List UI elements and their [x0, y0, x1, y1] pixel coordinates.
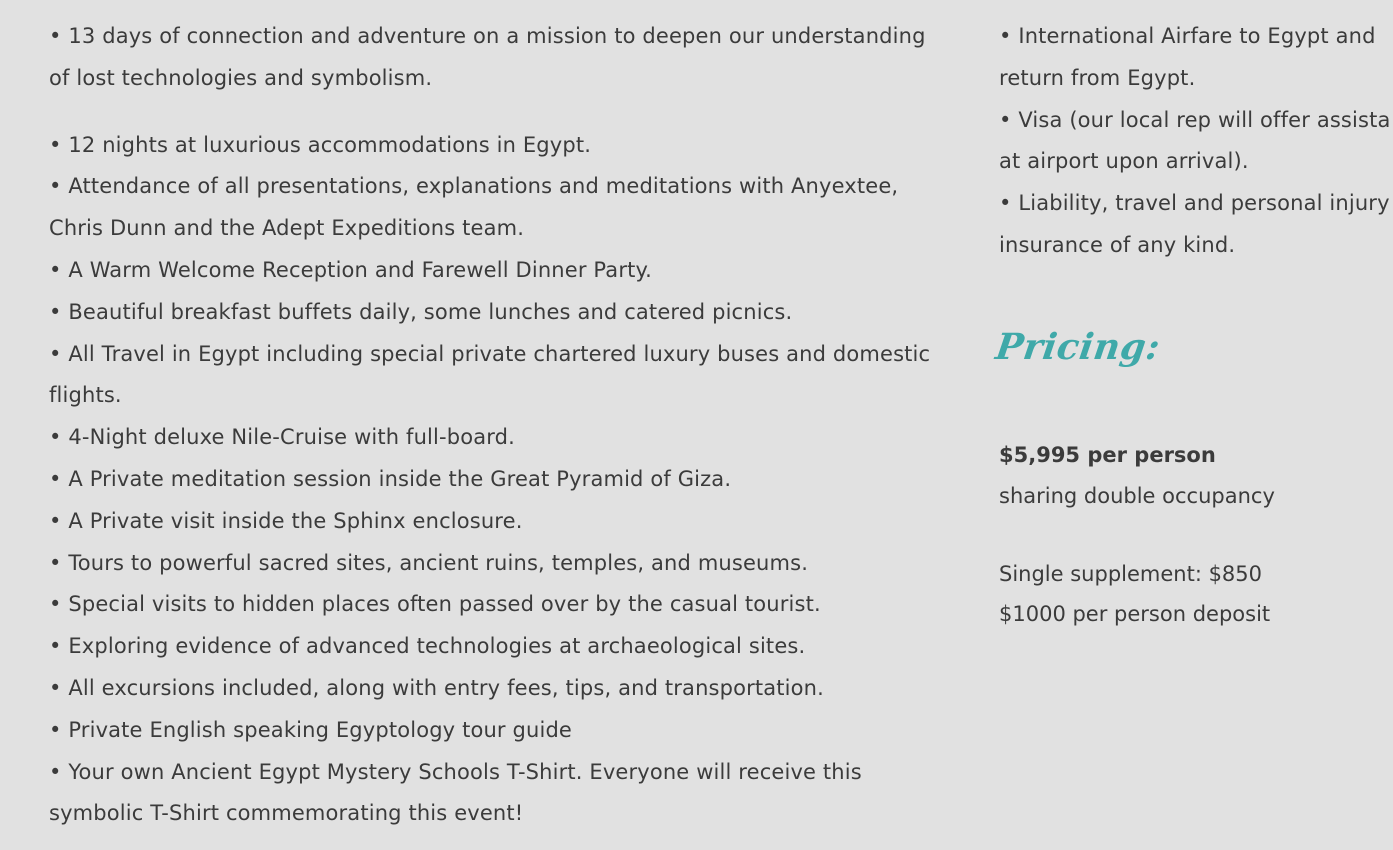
included-line: flights. — [49, 383, 122, 408]
single-supplement: Single supplement: $850 — [999, 562, 1263, 586]
included-line: • A Warm Welcome Reception and Farewell Dinner Party. — [49, 257, 652, 282]
not-included-line: • Visa (our local rep will offer assista — [999, 107, 1391, 132]
pricing-heading: Pricing: — [993, 326, 1163, 368]
included-line: • Special visits to hidden places often passed over by the casual tourist. — [49, 592, 821, 617]
not-included-line: at airport upon arrival). — [999, 149, 1249, 174]
included-line: • 13 days of connection and adventure on a mission to deepen our understanding — [49, 24, 926, 48]
occupancy-note: sharing double occupancy — [999, 484, 1275, 508]
included-line: Chris Dunn and the Adept Expeditions team. — [49, 216, 525, 241]
not-included-line: return from Egypt. — [999, 65, 1196, 90]
price-per-person: $5,995 per person — [999, 443, 1216, 467]
price-block — [999, 434, 1393, 516]
included-line: • Exploring evidence of advanced technologies at archaeological sites. — [49, 634, 806, 659]
included-line: of lost technologies and symbolism. — [49, 65, 433, 90]
included-line: • 12 nights at luxurious accommodations in Egypt. — [49, 132, 592, 157]
not-included-line: • Liability, travel and personal injury — [999, 191, 1390, 216]
supplement-block — [999, 554, 1393, 634]
included-line: • All Travel in Egypt including special private chartered luxury buses and domestic — [49, 341, 931, 366]
deposit: $1000 per person deposit — [999, 602, 1271, 626]
not-included-list — [999, 16, 1393, 267]
included-line: • Private English speaking Egyptology tour guide — [49, 717, 573, 742]
not-included-line: insurance of any kind. — [999, 232, 1236, 257]
included-line: • 4-Night deluxe Nile-Cruise with full-board. — [49, 425, 515, 450]
included-line: • Beautiful breakfast buffets daily, some lunches and catered picnics. — [49, 299, 793, 324]
included-line: symbolic T-Shirt commemorating this event! — [49, 801, 524, 826]
included-line: • All excursions included, along with entry fees, tips, and transportation. — [49, 675, 824, 700]
included-line: • Attendance of all presentations, explanations and meditations with Anyextee, — [49, 174, 899, 199]
included-list — [49, 16, 969, 835]
included-line: • Tours to powerful sacred sites, ancient ruins, temples, and museums. — [49, 550, 809, 575]
not-included-line: • International Airfare to Egypt and — [999, 24, 1376, 48]
included-line: • A Private visit inside the Sphinx enclosure. — [49, 508, 523, 533]
included-line: • A Private meditation session inside the Great Pyramid of Giza. — [49, 466, 732, 491]
included-line: • Your own Ancient Egypt Mystery Schools T-Shirt. Everyone will receive this — [49, 759, 862, 784]
